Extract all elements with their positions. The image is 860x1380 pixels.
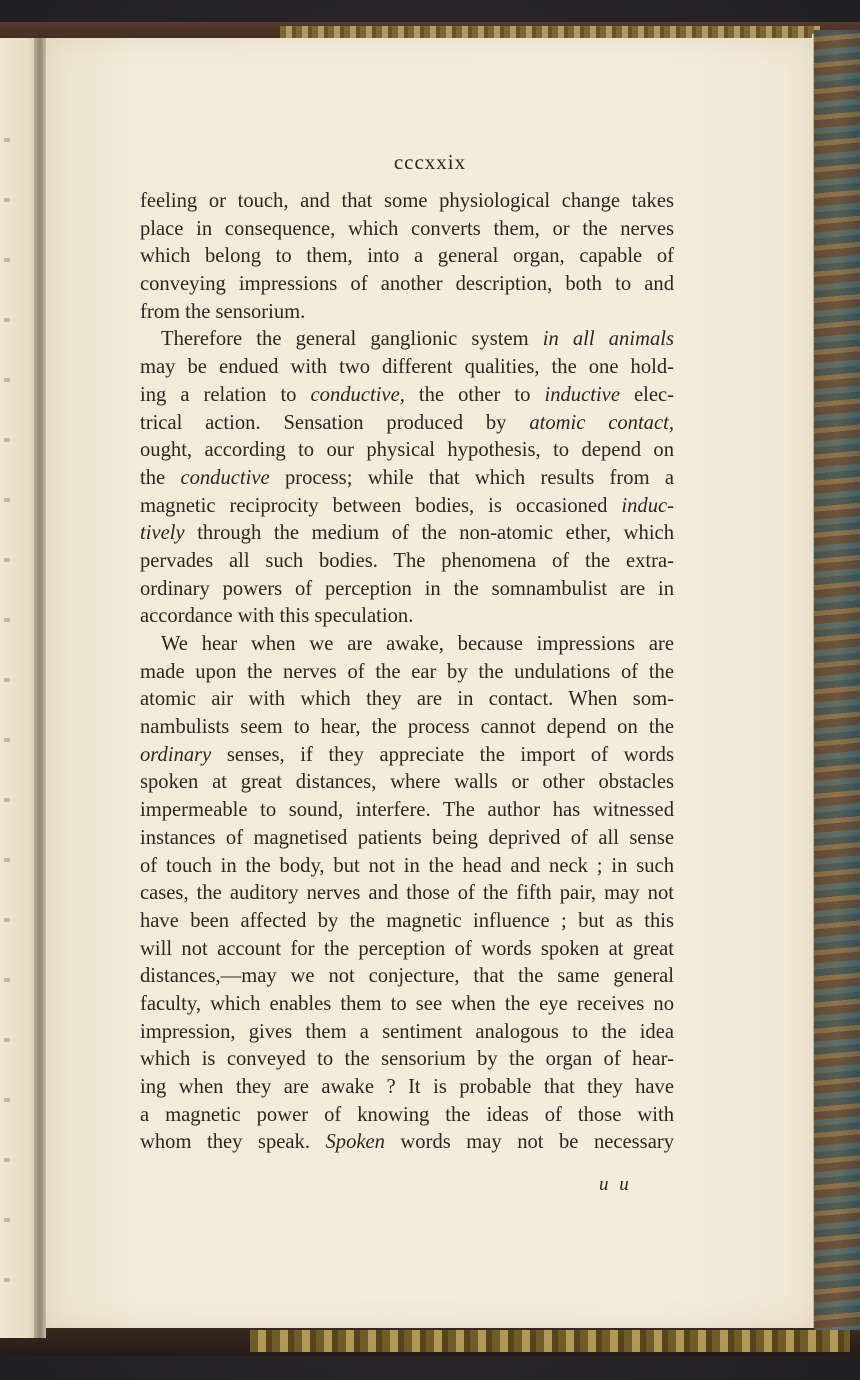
text-line xyxy=(140,880,674,908)
text-line xyxy=(140,548,674,576)
text-line xyxy=(140,243,674,271)
text-line xyxy=(140,576,674,604)
text-segment: spoken at great distances, where walls or other obstacles xyxy=(140,771,674,794)
text-line xyxy=(140,853,674,881)
text-line xyxy=(140,686,674,714)
text-segment: cases, the auditory nerves and those of the fifth pair, may not xyxy=(140,882,674,905)
italic-text: in all animals xyxy=(542,328,674,351)
text-segment: elec- xyxy=(619,383,675,406)
text-line xyxy=(140,936,674,964)
text-segment: impermeable to sound, interfere. The author has witnessed xyxy=(140,799,674,822)
text-segment: pervades all such bodies. The phenomena of the extra- xyxy=(140,549,674,572)
text-segment: faculty, which enables them to see when the eye receives no xyxy=(140,992,674,1015)
italic-text: inductive xyxy=(544,383,620,406)
text-segment: feeling or touch, and that some physiological change takes xyxy=(140,190,674,212)
text-line xyxy=(140,1074,674,1102)
italic-text: Spoken xyxy=(325,1131,385,1154)
text-line xyxy=(140,437,674,465)
text-line xyxy=(140,216,674,244)
text-line xyxy=(140,382,674,410)
text-segment: magnetic reciprocity between bodies, is occasioned xyxy=(140,494,622,517)
text-segment: place in consequence, which converts them, or the nerves xyxy=(140,217,674,240)
text-segment: conveying impressions of another description, both to and xyxy=(140,273,674,296)
text-line xyxy=(140,769,674,797)
text-segment: ing when they are awake ? It is probable that they have xyxy=(140,1076,674,1098)
text-segment: of touch in the body, but not in the head and neck ; in such xyxy=(140,854,674,877)
signature-mark: u u xyxy=(599,1174,632,1195)
text-line xyxy=(140,797,674,825)
text-segment: which belong to them, into a general organ, capable of xyxy=(140,245,674,268)
text-line xyxy=(140,603,674,631)
page-number: cccxxix xyxy=(393,150,467,174)
text-segment: through the medium of the non-atomic ether, which xyxy=(184,522,674,545)
text-segment: a magnetic power of knowing the ideas of those with xyxy=(140,1103,674,1126)
marbled-fore-edge xyxy=(814,30,860,1330)
text-segment: the other to xyxy=(404,383,545,406)
text-segment: will not account for the perception of words spoken at great xyxy=(140,937,674,960)
text-segment: ought, according to our physical hypothesis, to depend on xyxy=(140,439,674,462)
text-line xyxy=(140,1129,674,1157)
text-segment: ing a relation to xyxy=(140,383,311,406)
italic-text: ordinary xyxy=(140,743,212,766)
facing-page-text-bleed xyxy=(4,98,10,1298)
text-line xyxy=(140,991,674,1019)
text-line xyxy=(140,825,674,853)
text-segment: distances,—may we not conjecture, that the same general xyxy=(140,965,674,988)
text-line xyxy=(140,908,674,936)
text-line xyxy=(140,465,674,493)
text-line xyxy=(140,963,674,991)
text-line xyxy=(140,742,674,770)
text-segment: may be endued with two different qualities, the one hold- xyxy=(140,356,674,379)
text-segment: from the sensorium. xyxy=(140,300,306,323)
text-line xyxy=(140,326,674,354)
text-line xyxy=(140,271,674,299)
text-line xyxy=(140,1102,674,1130)
text-segment: impression, gives them a sentiment analogous to the idea xyxy=(140,1020,674,1043)
text-segment: have been affected by the magnetic influence ; but as this xyxy=(140,909,674,932)
text-segment: words may not be necessary xyxy=(384,1131,674,1154)
text-line xyxy=(140,410,674,438)
gilt-decoration-bottom xyxy=(250,1330,850,1352)
text-segment: nambulists seem to hear, the process cannot depend on the xyxy=(140,716,674,739)
text-line xyxy=(140,714,674,742)
italic-text: tively xyxy=(140,522,185,545)
italic-text: conductive, xyxy=(310,383,405,406)
text-segment: trical action. Sensation produced by xyxy=(140,411,530,434)
text-segment: accordance with this speculation. xyxy=(140,605,414,628)
text-segment: whom they speak. xyxy=(140,1131,326,1154)
italic-text: induc- xyxy=(621,494,674,517)
text-segment: process; while that which results from a xyxy=(269,466,675,489)
text-line xyxy=(140,1019,674,1047)
text-segment: the xyxy=(140,466,181,489)
text-line xyxy=(140,1046,674,1074)
body-text xyxy=(140,188,674,1157)
text-segment: which is conveyed to the sensorium by the organ of hear- xyxy=(140,1048,674,1071)
text-line xyxy=(140,188,674,216)
text-segment: instances of magnetised patients being deprived of all sense xyxy=(140,826,674,849)
italic-text: conductive xyxy=(180,466,270,489)
text-line xyxy=(140,520,674,548)
page-gutter xyxy=(34,38,46,1338)
text-segment: Therefore the general ganglionic system xyxy=(161,328,543,351)
text-line xyxy=(140,299,674,327)
text-segment: atomic air with which they are in contact. When som- xyxy=(140,688,674,711)
text-segment: ordinary powers of perception in the somnambulist are in xyxy=(140,577,674,600)
italic-text: atomic contact, xyxy=(529,411,674,434)
text-segment: made upon the nerves of the ear by the undulations of the xyxy=(140,660,674,683)
text-line xyxy=(140,493,674,521)
text-segment: senses, if they appreciate the import of words xyxy=(211,743,674,766)
text-line xyxy=(140,631,674,659)
text-line xyxy=(140,354,674,382)
text-segment: We hear when we are awake, because impressions are xyxy=(161,633,674,655)
text-line xyxy=(140,659,674,687)
